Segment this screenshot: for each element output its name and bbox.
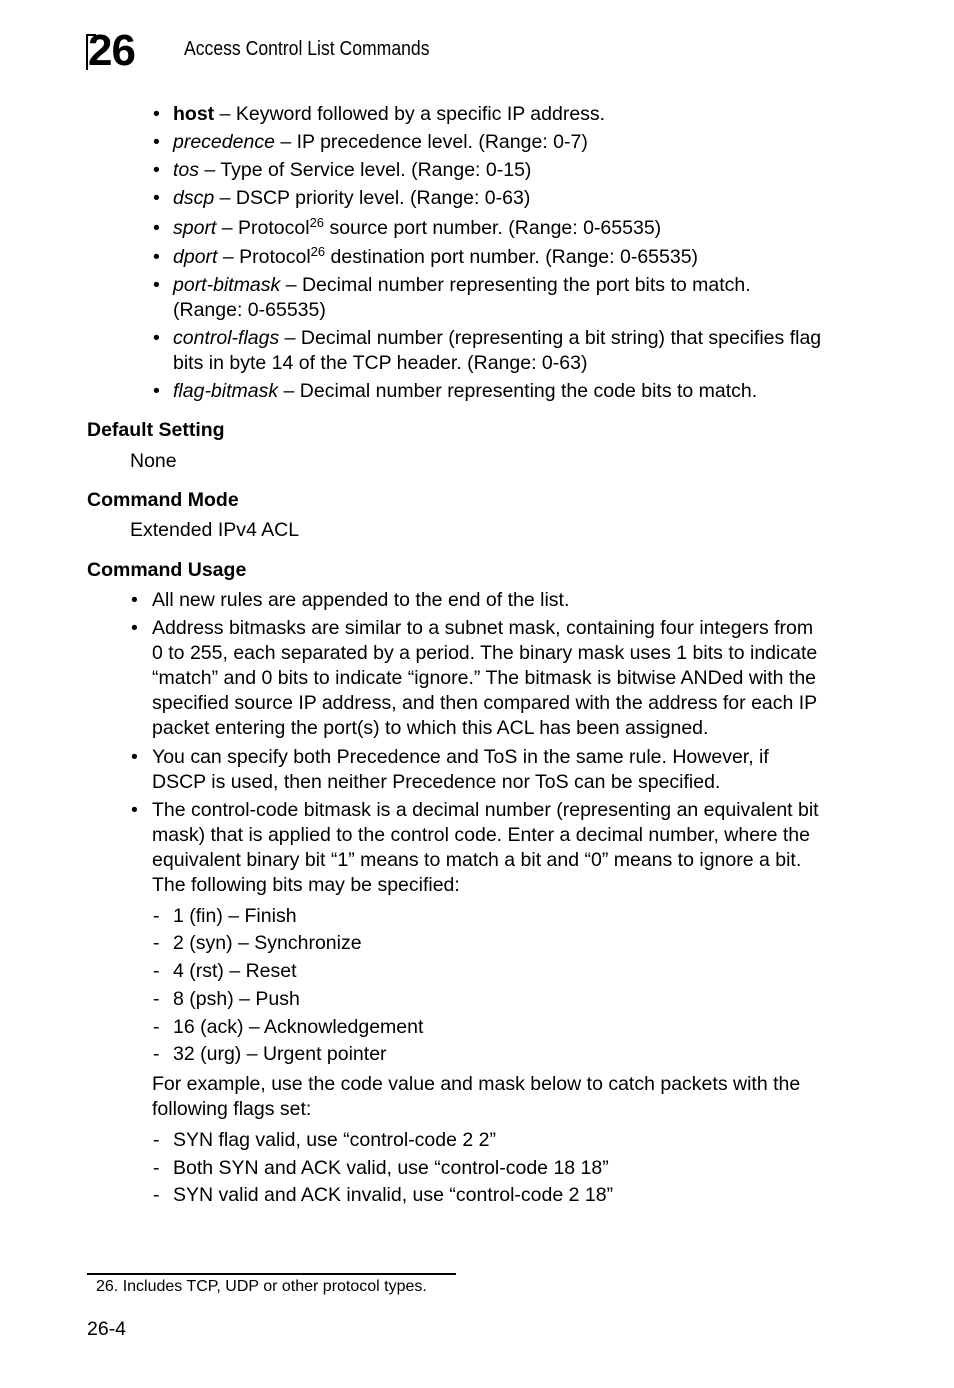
example-item: SYN valid and ACK invalid, use “control-code 2 18” bbox=[173, 1184, 614, 1206]
bullet-icon: • bbox=[131, 589, 138, 611]
default-setting-value: None bbox=[130, 450, 177, 472]
footnote-ref[interactable]: 26 bbox=[310, 244, 326, 259]
param-sport: sport – Protocol$^{26}$ source port number. (Range: 0-65535) bbox=[173, 215, 662, 239]
bit-item: 16 (ack) – Acknowledgement bbox=[173, 1016, 424, 1038]
example-intro: For example, use the code value and mask below to catch packets with the following flags set: bbox=[152, 1073, 801, 1120]
default-setting-heading: Default Setting bbox=[87, 419, 225, 441]
footnote-divider bbox=[87, 1273, 456, 1275]
bit-item: 4 (rst) – Reset bbox=[173, 960, 297, 982]
dash-icon: - bbox=[153, 960, 160, 982]
usage-item: All new rules are appended to the end of the list. bbox=[152, 589, 570, 611]
bullet-icon: • bbox=[131, 799, 138, 821]
usage-item: You can specify both Precedence and ToS in the same rule. However, if DSCP is used, then neither Precedence nor ToS can be specified. bbox=[152, 746, 769, 793]
example-item: SYN flag valid, use “control-code 2 2” bbox=[173, 1129, 496, 1151]
command-mode-heading: Command Mode bbox=[87, 489, 239, 511]
dash-icon: - bbox=[153, 932, 160, 954]
bullet-icon: • bbox=[131, 617, 138, 639]
param-precedence: precedence – IP precedence level. (Range: 0-7) bbox=[173, 131, 588, 153]
dash-icon: - bbox=[153, 988, 160, 1010]
bit-item: 32 (urg) – Urgent pointer bbox=[173, 1043, 387, 1065]
bit-item: 1 (fin) – Finish bbox=[173, 905, 297, 927]
chapter-number: 26 bbox=[88, 26, 135, 75]
param-flag-bitmask: flag-bitmask – Decimal number representing the code bits to match. bbox=[173, 380, 758, 402]
dash-icon: - bbox=[153, 1043, 160, 1065]
bullet-icon: • bbox=[153, 131, 160, 153]
param-dport: dport – Protocol$^{26}$ destination port number. (Range: 0-65535) bbox=[173, 244, 699, 268]
footnote-ref[interactable]: 26 bbox=[309, 215, 325, 230]
bullet-icon: • bbox=[153, 274, 160, 296]
usage-item: The control-code bitmask is a decimal number (representing an equivalent bit mask) that is applied to the control code. Enter a decimal number, where the equivalent binary bit “1” means to match a bit and “0” means to ignore a bit. The following bits may be specified: bbox=[152, 799, 819, 896]
param-control-flags: control-flags – Decimal number (representing a bit string) that specifies flag bits in byte 14 of the TCP header. (Range: 0-63) bbox=[173, 327, 822, 374]
param-dscp: dscp – DSCP priority level. (Range: 0-63) bbox=[173, 187, 531, 209]
footnote: 26. Includes TCP, UDP or other protocol types. bbox=[96, 1278, 427, 1295]
dash-icon: - bbox=[153, 905, 160, 927]
bullet-icon: • bbox=[153, 246, 160, 268]
command-mode-value: Extended IPv4 ACL bbox=[130, 519, 300, 541]
dash-icon: - bbox=[153, 1129, 160, 1151]
bullet-icon: • bbox=[153, 327, 160, 349]
param-port-bitmask: port-bitmask – Decimal number representing the port bits to match. (Range: 0-65535) bbox=[173, 274, 751, 321]
usage-item: Address bitmasks are similar to a subnet mask, containing four integers from 0 to 255, each separated by a period. The binary mask uses 1 bits to indicate “match” and 0 bits to indicate “ignore.” The bitmask is bitwise ANDed with the specified source IP address, and then compared with the address for each IP packet entering the port(s) to which this ACL has been assigned. bbox=[152, 617, 818, 739]
bullet-icon: • bbox=[131, 746, 138, 768]
example-item: Both SYN and ACK valid, use “control-code 18 18” bbox=[173, 1157, 609, 1179]
dash-icon: - bbox=[153, 1157, 160, 1179]
bullet-icon: • bbox=[153, 103, 160, 125]
bit-item: 8 (psh) – Push bbox=[173, 988, 300, 1010]
chapter-title: Access Control List Commands bbox=[184, 38, 430, 60]
bullet-icon: • bbox=[153, 159, 160, 181]
param-host: host – Keyword followed by a specific IP address. bbox=[173, 103, 606, 125]
dash-icon: - bbox=[153, 1016, 160, 1038]
dash-icon: - bbox=[153, 1184, 160, 1206]
bit-item: 2 (syn) – Synchronize bbox=[173, 932, 362, 954]
bullet-icon: • bbox=[153, 217, 160, 239]
param-tos: tos – Type of Service level. (Range: 0-15) bbox=[173, 159, 532, 181]
page-number: 26-4 bbox=[87, 1318, 127, 1340]
bullet-icon: • bbox=[153, 187, 160, 209]
bullet-icon: • bbox=[153, 380, 160, 402]
command-usage-heading: Command Usage bbox=[87, 559, 247, 581]
